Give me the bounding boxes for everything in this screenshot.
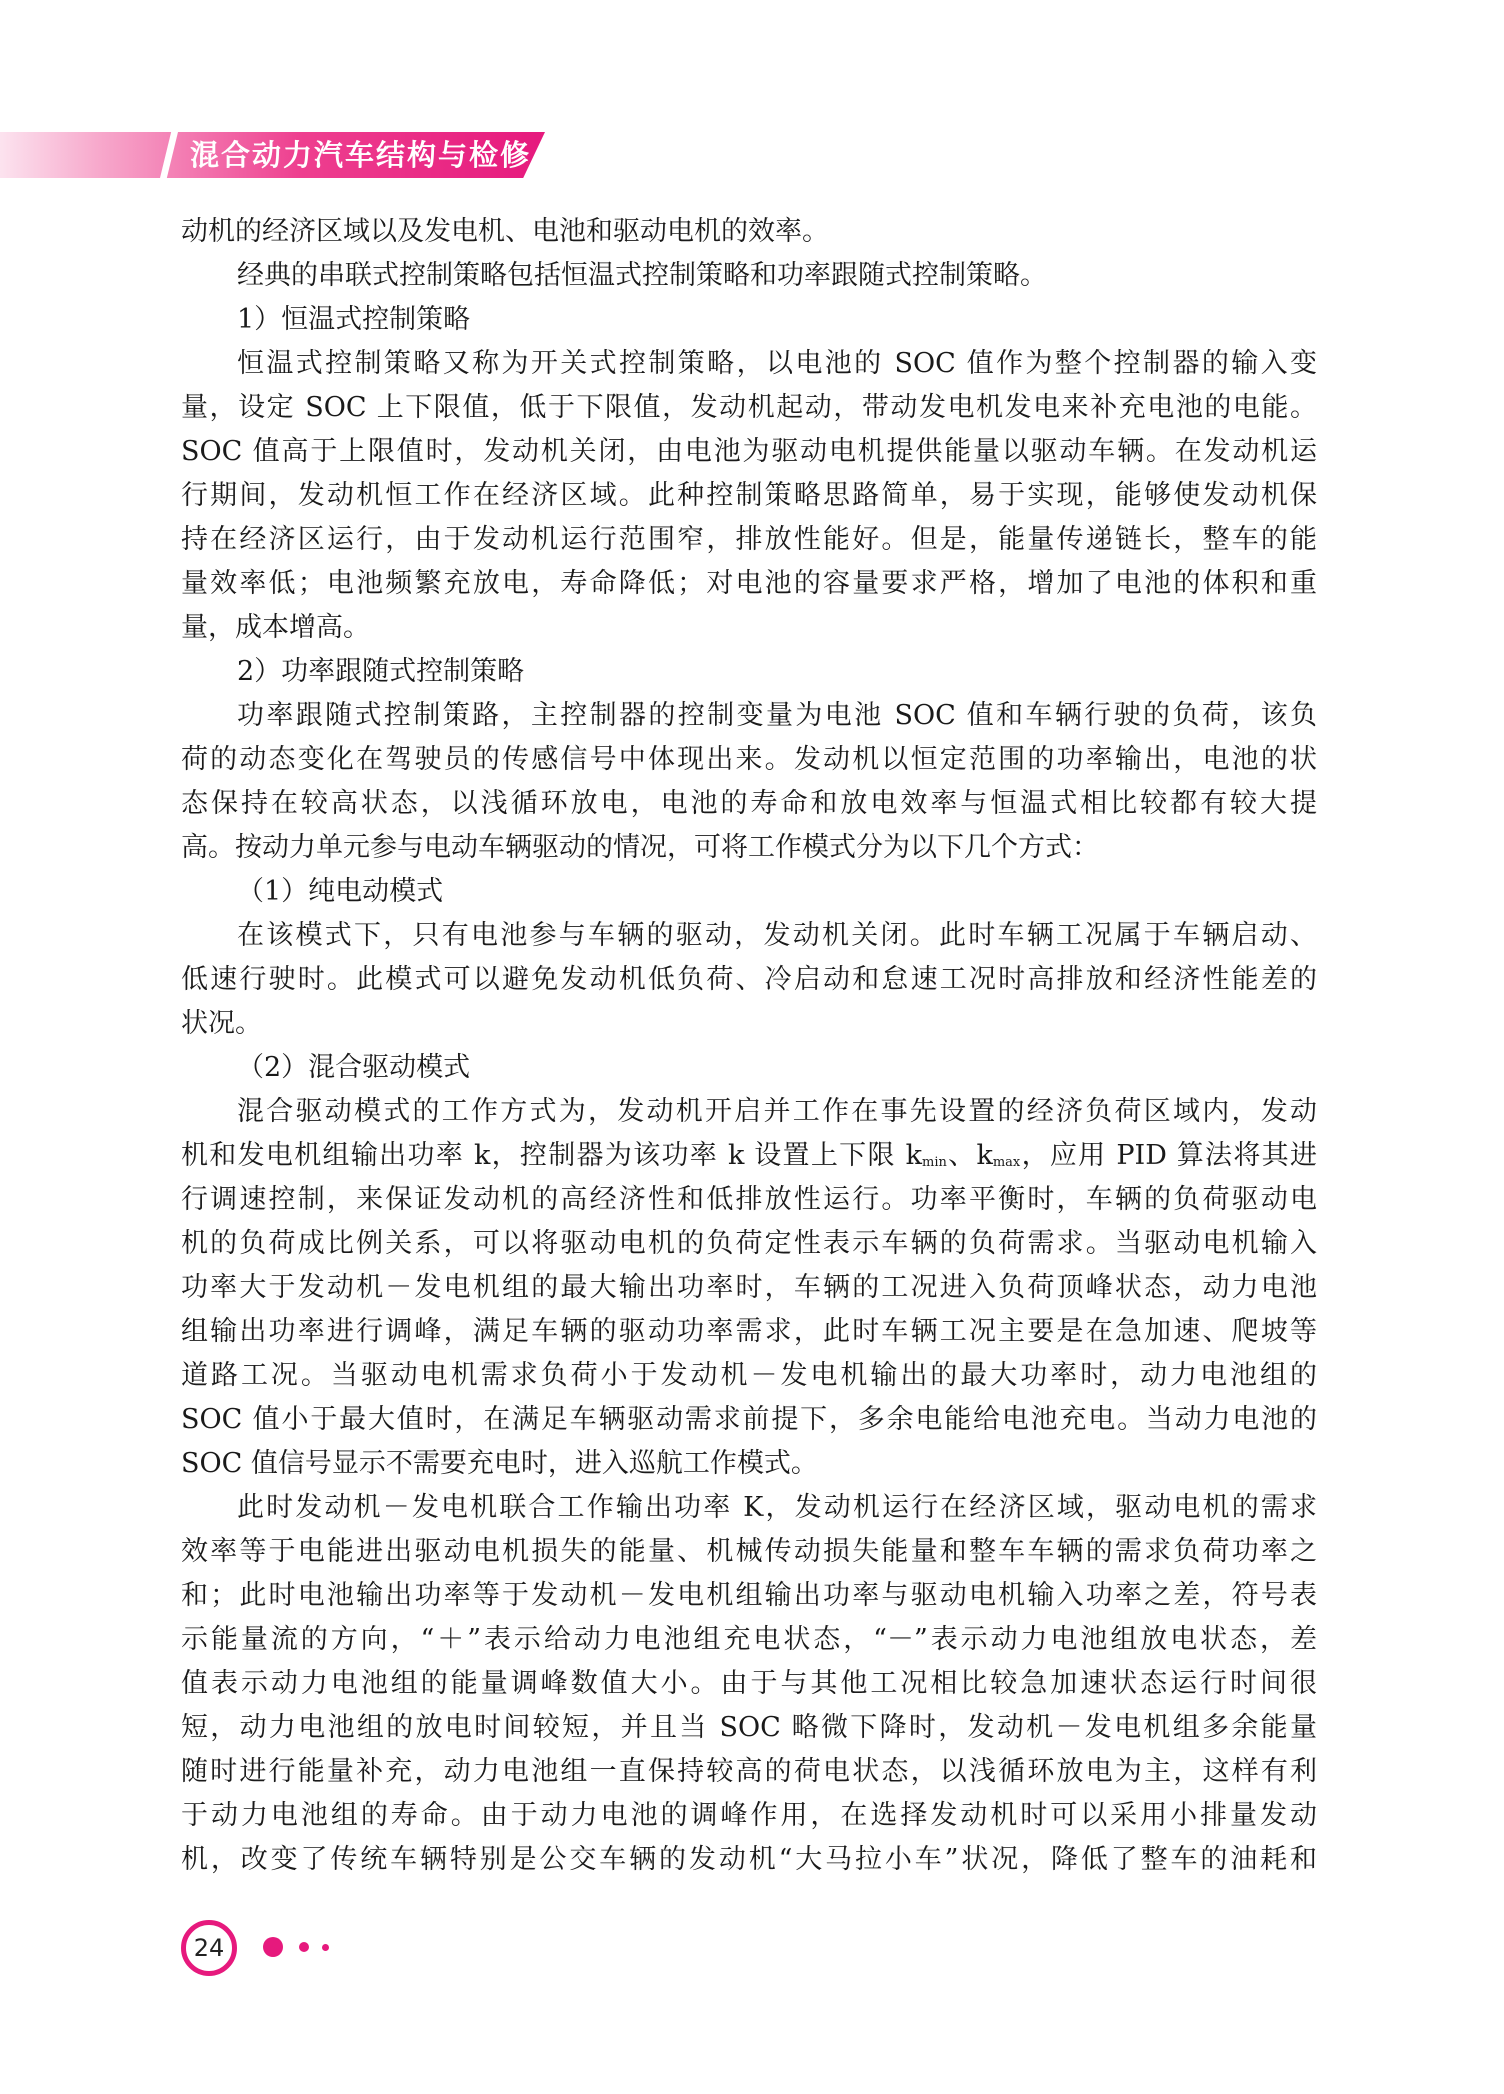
text-line: 此时发动机－发电机联合工作输出功率 K，发动机运行在经济区域，驱动电机的需求 bbox=[237, 1492, 1317, 1523]
text-line: 荷的动态变化在驾驶员的传感信号中体现出来。发动机以恒定范围的功率输出，电池的状 bbox=[181, 744, 1317, 775]
text-line: 行调速控制，来保证发动机的高经济性和低排放性运行。功率平衡时，车辆的负荷驱动电 bbox=[181, 1184, 1317, 1215]
text-segment: 、k bbox=[946, 1140, 993, 1171]
section-heading: （2）混合驱动模式 bbox=[237, 1052, 471, 1083]
text-line: 量，成本增高。 bbox=[181, 612, 370, 643]
text-segment: 机和发电机组输出功率 k，控制器为该功率 k 设置上下限 k bbox=[181, 1140, 922, 1171]
text-line: 道路工况。当驱动电机需求负荷小于发动机－发电机输出的最大功率时，动力电池组的 bbox=[181, 1360, 1317, 1391]
text-line: 动机的经济区域以及发电机、电池和驱动电机的效率。 bbox=[181, 216, 829, 247]
decorative-dot-large bbox=[263, 1937, 283, 1957]
text-line: 功率大于发动机－发电机组的最大输出功率时，车辆的工况进入负荷顶峰状态，动力电池 bbox=[181, 1272, 1317, 1303]
decorative-dot-small bbox=[322, 1944, 329, 1951]
text-line: 随时进行能量补充，动力电池组一直保持较高的荷电状态，以浅循环放电为主，这样有利 bbox=[181, 1756, 1317, 1787]
text-line: 效率等于电能进出驱动电机损失的能量、机械传动损失能量和整车车辆的需求负荷功率之 bbox=[181, 1536, 1317, 1567]
text-line: 机，改变了传统车辆特别是公交车辆的发动机“大马拉小车”状况，降低了整车的油耗和 bbox=[181, 1844, 1317, 1875]
text-line: SOC 值信号显示不需要充电时，进入巡航工作模式。 bbox=[181, 1448, 818, 1479]
text-line: 和；此时电池输出功率等于发动机－发电机组输出功率与驱动电机输入功率之差，符号表 bbox=[181, 1580, 1317, 1611]
text-line: 恒温式控制策略又称为开关式控制策略，以电池的 SOC 值作为整个控制器的输入变 bbox=[237, 348, 1317, 379]
text-line: 在该模式下，只有电池参与车辆的驱动，发动机关闭。此时车辆工况属于车辆启动、 bbox=[237, 920, 1317, 951]
decorative-dot-medium bbox=[299, 1942, 309, 1952]
text-line bbox=[181, 1134, 1317, 1178]
text-line: 量，设定 SOC 上下限值，低于下限值，发动机起动，带动发电机发电来补充电池的电能。 bbox=[181, 392, 1317, 423]
text-line: 短，动力电池组的放电时间较短，并且当 SOC 略微下降时，发动机－发电机组多余能量 bbox=[181, 1712, 1317, 1743]
text-line: 态保持在较高状态，以浅循环放电，电池的寿命和放电效率与恒温式相比较都有较大提 bbox=[181, 788, 1317, 819]
text-line: 持在经济区运行，由于发动机运行范围窄，排放性能好。但是，能量传递链长，整车的能 bbox=[181, 524, 1317, 555]
text-segment: ，应用 PID 算法将其进 bbox=[1020, 1140, 1317, 1171]
text-line: 经典的串联式控制策略包括恒温式控制策略和功率跟随式控制策略。 bbox=[237, 260, 1047, 291]
book-title: 混合动力汽车结构与检修 bbox=[190, 138, 532, 172]
text-line: 于动力电池组的寿命。由于动力电池的调峰作用，在选择发动机时可以采用小排量发动 bbox=[181, 1800, 1317, 1831]
section-heading: （1）纯电动模式 bbox=[237, 876, 444, 907]
text-line: SOC 值小于最大值时，在满足车辆驱动需求前提下，多余电能给电池充电。当动力电池的 bbox=[181, 1404, 1317, 1435]
text-line: 功率跟随式控制策路，主控制器的控制变量为电池 SOC 值和车辆行驶的负荷，该负 bbox=[237, 700, 1317, 731]
text-line: 机的负荷成比例关系，可以将驱动电机的负荷定性表示车辆的负荷需求。当驱动电机输入 bbox=[181, 1228, 1317, 1259]
section-heading: 1）恒温式控制策略 bbox=[237, 304, 471, 335]
text-line: 组输出功率进行调峰，满足车辆的驱动功率需求，此时车辆工况主要是在急加速、爬坡等 bbox=[181, 1316, 1317, 1347]
text-line: 状况。 bbox=[181, 1008, 262, 1039]
subscript-min: min bbox=[922, 1155, 947, 1170]
text-line: 高。按动力单元参与电动车辆驱动的情况，可将工作模式分为以下几个方式： bbox=[181, 832, 1099, 863]
text-line: 混合驱动模式的工作方式为，发动机开启并工作在事先设置的经济负荷区域内，发动 bbox=[237, 1096, 1317, 1127]
subscript-max: max bbox=[992, 1155, 1021, 1170]
text-line: 量效率低；电池频繁充放电，寿命降低；对电池的容量要求严格，增加了电池的体积和重 bbox=[181, 568, 1317, 599]
page-number: 24 bbox=[193, 1934, 225, 1962]
page-number-badge bbox=[181, 1920, 237, 1976]
page-body bbox=[181, 210, 1317, 1882]
section-heading: 2）功率跟随式控制策略 bbox=[237, 656, 525, 687]
text-line: 示能量流的方向，“＋”表示给动力电池组充电状态，“－”表示动力电池组放电状态，差 bbox=[181, 1624, 1317, 1655]
text-line: SOC 值高于上限值时，发动机关闭，由电池为驱动电机提供能量以驱动车辆。在发动机运 bbox=[181, 436, 1317, 467]
chapter-header bbox=[0, 132, 560, 178]
text-line: 值表示动力电池组的能量调峰数值大小。由于与其他工况相比较急加速状态运行时间很 bbox=[181, 1668, 1317, 1699]
text-line: 低速行驶时。此模式可以避免发动机低负荷、冷启动和怠速工况时高排放和经济性能差的 bbox=[181, 964, 1317, 995]
text-line: 行期间，发动机恒工作在经济区域。此种控制策略思路简单，易于实现，能够使发动机保 bbox=[181, 480, 1317, 511]
